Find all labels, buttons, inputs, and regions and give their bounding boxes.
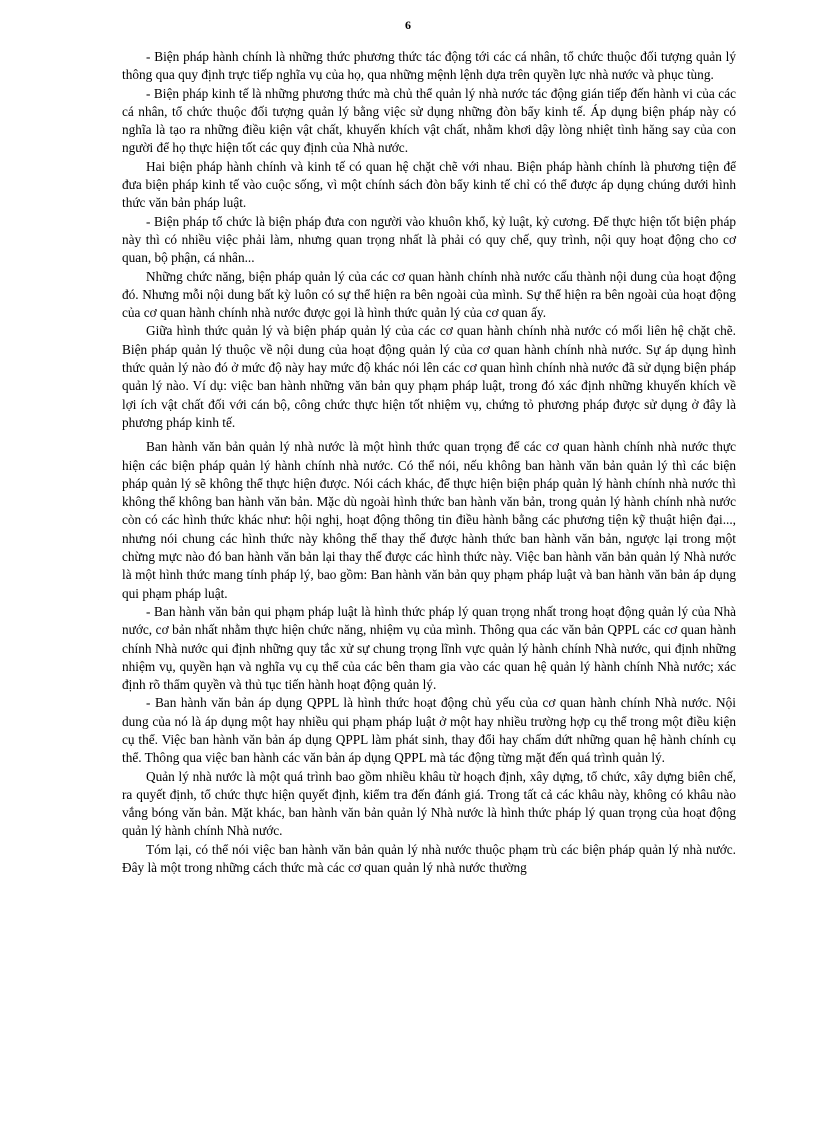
paragraph-issuing-documents: Ban hành văn bản quản lý nhà nước là một hình thức quan trọng để các cơ quan hành chính nhà nước thực hiện các biện pháp quản lý hành chính nhà nước. Có thể nói, nếu không ban hành văn bản quản lý thì các biện pháp quản lý sẽ không thể thực hiện được. Nói cách khác, để thực hiện biện pháp quản lý hành chính nhà nước thì không thể không ban hành văn bản. Mặc dù ngoài hình thức ban hành văn bản, trong quản lý hành chính nhà nước còn có các hình thức khác như: hội nghị, hoạt động thông tin điều hành bằng các phương tiện kỹ thuật hiện đại..., nhưng nói chung các hình thức này không thể thay thế được hành thức ban hành văn bản, ngược lại trong một chừng mực nào đó ban hành văn bản lại thay thế được các hình thức này. Việc ban hành văn bản quản lý Nhà nước là một hình thức mang tính pháp lý, bao gồm: Ban hành văn bản quy phạm pháp luật và ban hành văn bản áp dụng qui phạm pháp luật. xyxy=(122,439,736,601)
paragraph-economic-measures: - Biện pháp kinh tế là những phương thức mà chủ thể quản lý nhà nước tác động gián tiếp đến hành vi của các cá nhân, tổ chức thuộc đối tượng quản lý bằng việc sử dụng những đòn bẩy kinh tế. Áp dụng biện pháp này có nghĩa là tạo ra những điều kiện vật chất, khuyến khích vật chất, nhằm khơi dậy lòng nhiệt tình hăng say của con người để họ thực hiện tốt các quy định của Nhà nước. xyxy=(122,85,736,156)
paragraph-form-vs-measures: Giữa hình thức quản lý và biện pháp quản lý của các cơ quan hành chính nhà nước có mối liên hệ chặt chẽ. Biện pháp quản lý thuộc về nội dung của hoạt động quản lý của cơ quan hành chính nhà nước. Sự áp dụng hình thức quản lý nào đó ở mức độ này hay mức độ khác nói lên các cơ quan hình chính nhà nước đã sử dụng biện pháp quản lý nào. Ví dụ: việc ban hành những văn bản quy phạm pháp luật, trong đó xác định những khuyến khích về lợi ích vật chất đối với cán bộ, công chức thực hiện tốt nhiệm vụ, chứng tỏ phương pháp được sử dụng ở đây là phương pháp kinh tế. xyxy=(122,323,736,430)
paragraph-applying-documents: - Ban hành văn bản áp dụng QPPL là hình thức hoạt động chủ yếu của cơ quan hành chính Nhà nước. Nội dung của nó là áp dụng một hay nhiều qui phạm pháp luật ở một hay nhiều trường hợp cụ thể trong một điều kiện cụ thể. Việc ban hành văn bản áp dụng QPPL làm phát sinh, thay đổi hay chấm dứt những quan hệ hành chính cụ thể. Thông qua việc ban hành các văn bản áp dụng QPPL mà tác động từng mặt đến quá trình quản lý. xyxy=(122,695,736,766)
paragraph-administrative-measures: - Biện pháp hành chính là những thức phương thức tác động tới các cá nhân, tổ chức thuộc đối tượng quản lý thông qua quy định trực tiếp nghĩa vụ của họ, qua những mệnh lệnh dựa trên quyền lực nhà nước và phục tùng. xyxy=(122,49,736,83)
paragraph-content-and-form: Những chức năng, biện pháp quản lý của các cơ quan hành chính nhà nước cấu thành nội dung của hoạt động đó. Nhưng mỗi nội dung bất kỳ luôn có sự thể hiện ra bên ngoài của mình. Sự thể hiện ra bên ngoài của hoạt động của cơ quan hành chính nhà nước được gọi là hình thức quản lý của cơ quan ấy. xyxy=(122,268,736,321)
paragraph-summary: Tóm lại, có thể nói việc ban hành văn bản quản lý nhà nước thuộc phạm trù các biện pháp quản lý nhà nước. Đây là một trong những cách thức mà các cơ quan quản lý nhà nước thường xyxy=(122,841,736,876)
page-number: 6 xyxy=(405,18,411,32)
paragraph-relationship: Hai biện pháp hành chính và kinh tế có quan hệ chặt chẽ với nhau. Biện pháp hành chính là phương tiện để đưa biện pháp kinh tế vào cuộc sống, vì một chính sách đòn bẩy kinh tế chỉ có thể được áp dụng chúng dưới hình thức văn bản pháp luật. xyxy=(122,158,736,211)
body-text xyxy=(122,48,736,877)
paragraph-normative-documents: - Ban hành văn bản qui phạm pháp luật là hình thức pháp lý quan trọng nhất trong hoạt động quản lý của Nhà nước, cơ bản nhất nhằm thực hiện chức năng, nhiệm vụ của mình. Thông qua các văn bản QPPL các cơ quan hành chính Nhà nước qui định những quy tắc xử sự chung trọng lĩnh vực quản lý hành chính Nhà nước, qui định những nhiệm vụ, quyền hạn và nghĩa vụ cụ thể của các bên tham gia vào các quan hệ quản lý hành chính Nhà nước; xác định rõ thẩm quyền và thủ tục tiến hành hoạt động quản lý. xyxy=(122,603,736,693)
paragraph-management-process: Quản lý nhà nước là một quá trình bao gồm nhiều khâu từ hoạch định, xây dựng, tổ chức, xây dựng biên chế, ra quyết định, tổ chức thực hiện quyết định, kiểm tra đến đánh giá. Trong tất cả các khâu này, không có khâu nào vắng bóng văn bản. Mặt khác, ban hành văn bản quản lý Nhà nước là hình thức pháp lý quan trọng của hoạt động quản lý hành chính Nhà nước. xyxy=(122,768,736,839)
paragraph-organizational-measures: - Biện pháp tổ chức là biện pháp đưa con người vào khuôn khổ, kỷ luật, kỷ cương. Để thực hiện tốt biện pháp này thì có nhiều việc phải làm, nhưng quan trọng nhất là phải có quy chế, quy trình, nội quy hoạt động cho cơ quan, bộ phận, cá nhân... xyxy=(122,213,736,266)
